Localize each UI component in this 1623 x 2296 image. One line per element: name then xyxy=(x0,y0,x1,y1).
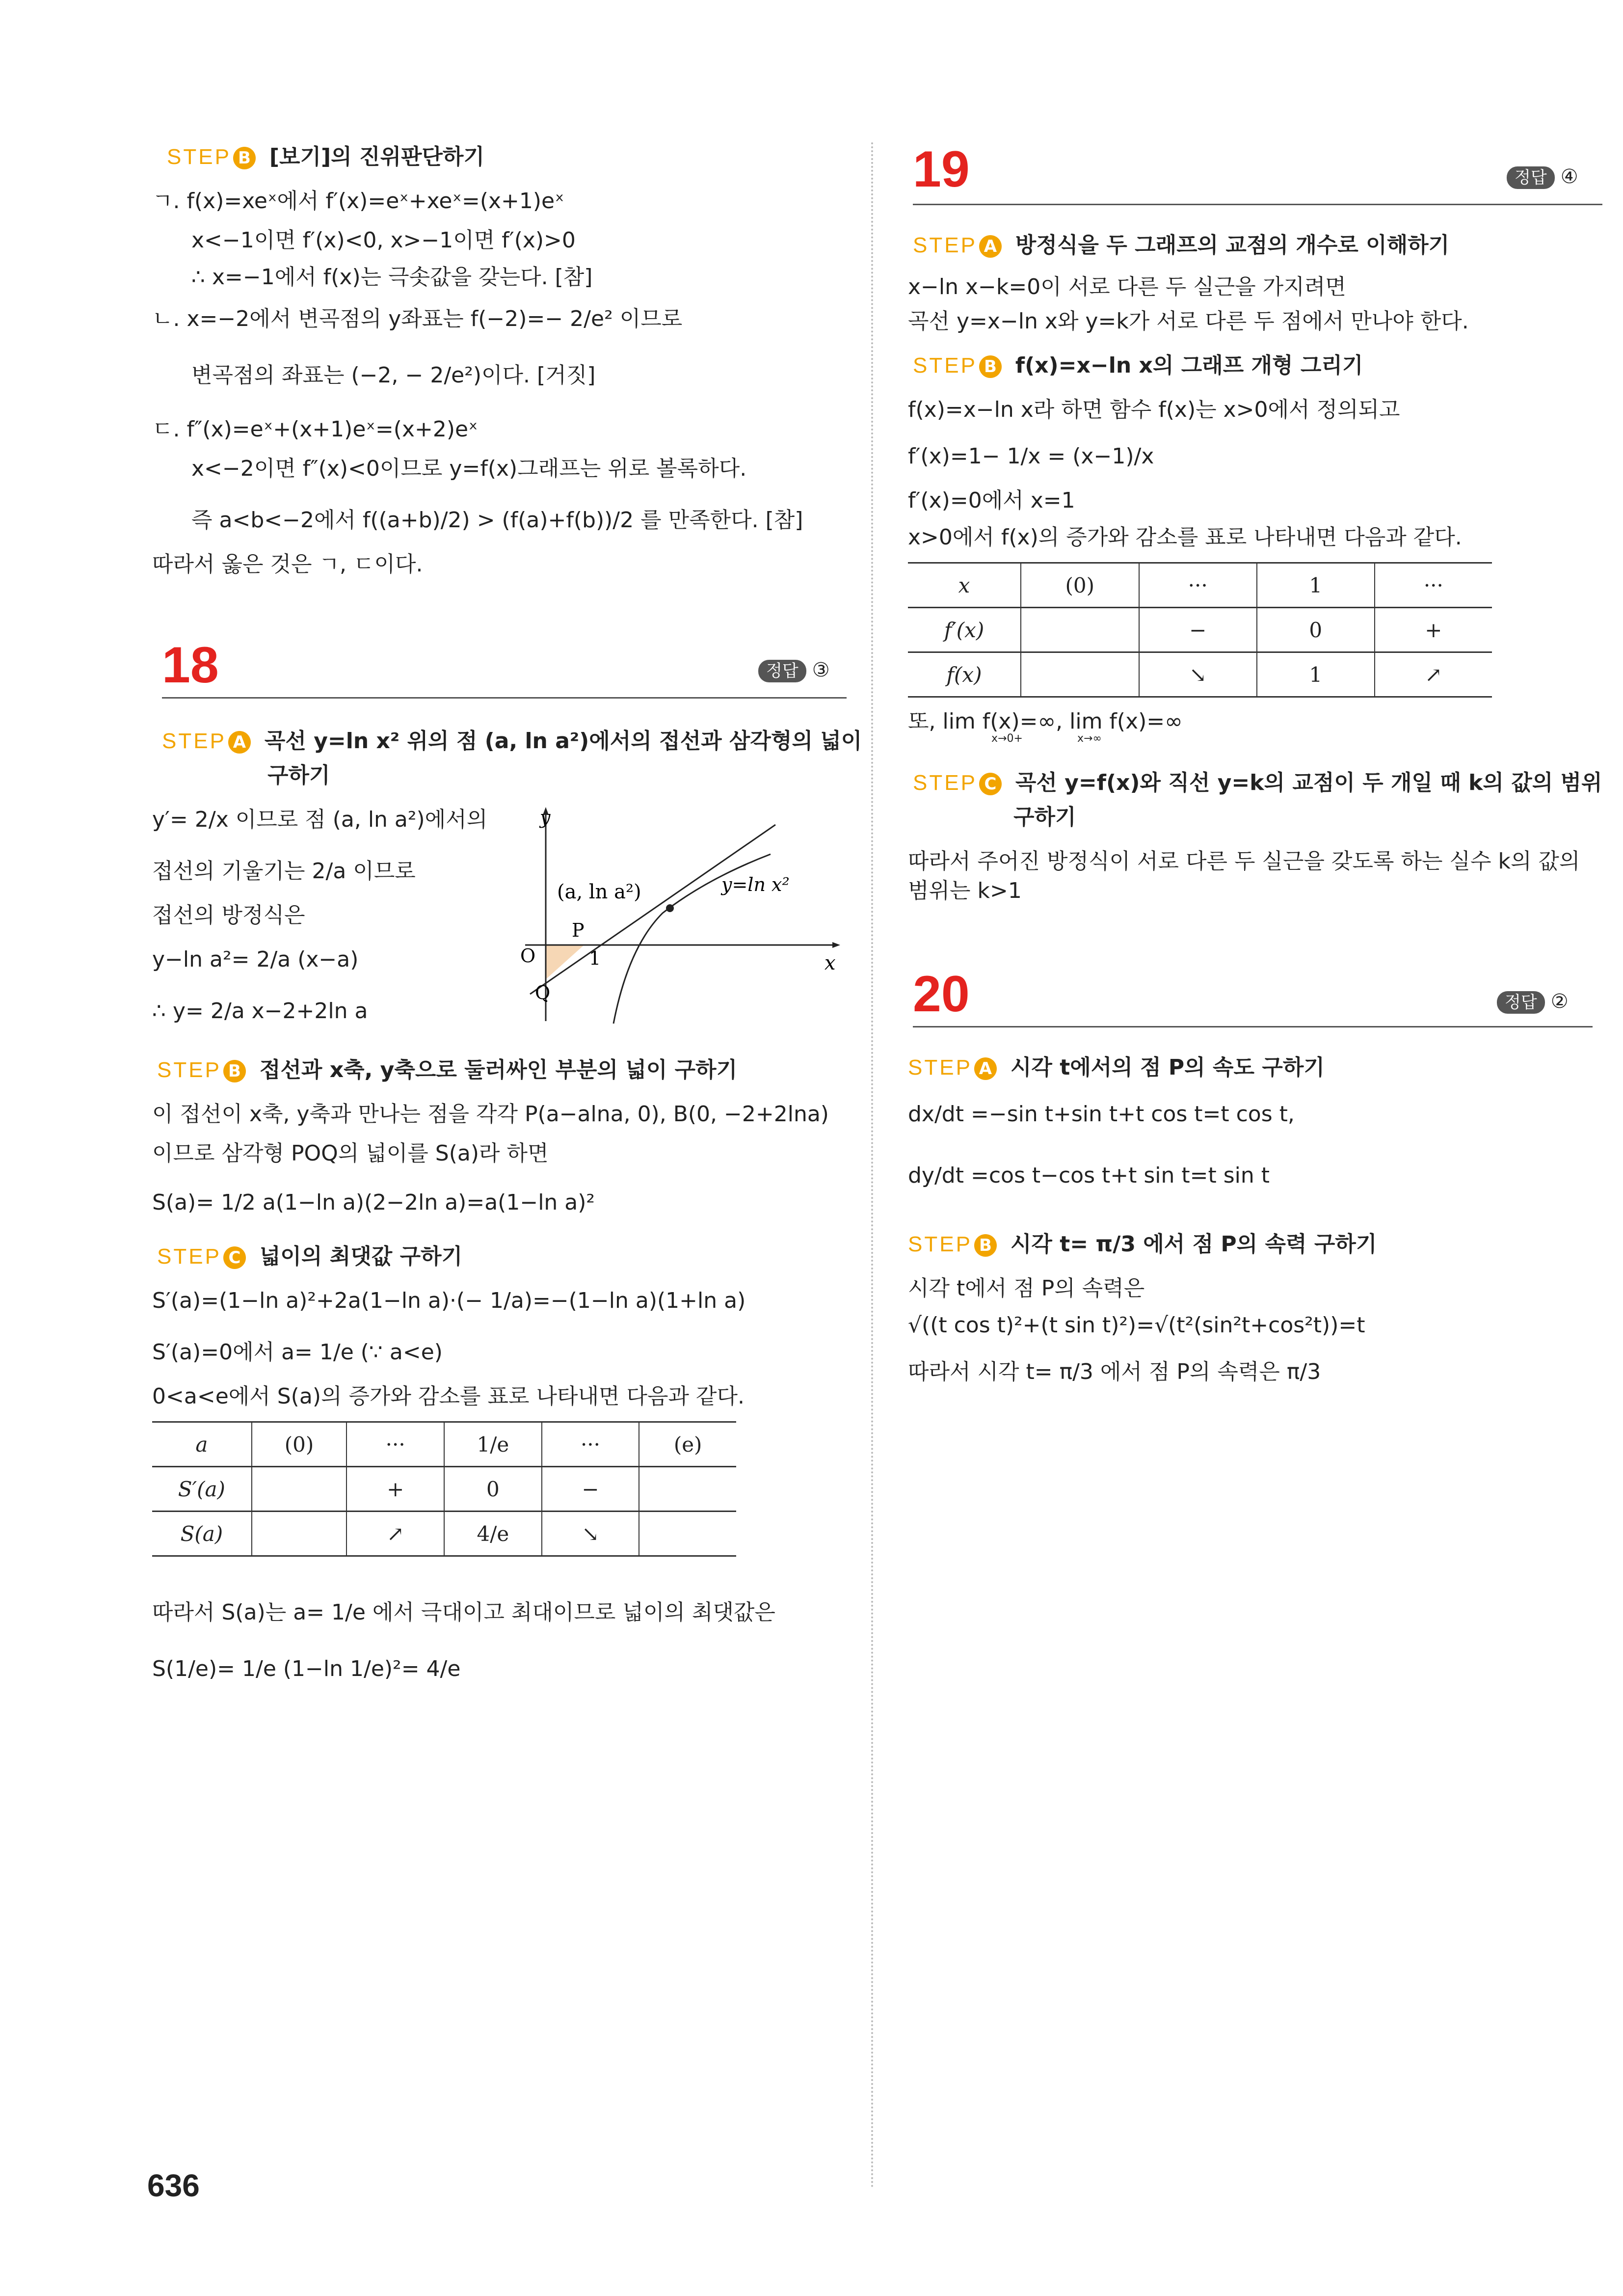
y-axis-label: y xyxy=(540,807,551,828)
step-c-18: STEP C 넓이의 최댓값 구하기 xyxy=(157,1244,463,1269)
limit-sub-0: x→0+ xyxy=(991,732,1023,745)
step-title: [보기]의 진위판단하기 xyxy=(269,144,484,169)
text-line: ∴ x=−1에서 f(x)는 극솟값을 갖는다. [참] xyxy=(191,265,593,290)
text-line: dy/dt =cos t−cos t+t sin t=t sin t xyxy=(908,1163,1270,1188)
step-title: 접선과 x축, y축으로 둘러싸인 부분의 넓이 구하기 xyxy=(259,1057,738,1082)
tangent-line xyxy=(530,825,775,994)
step-title: 곡선 y=ln x² 위의 점 (a, ln a²)에서의 접선과 삼각형의 넓이 xyxy=(264,729,862,754)
text-line: 변곡점의 좌표는 (−2, − 2/e²)이다. [거짓] xyxy=(191,363,596,388)
p-label: P xyxy=(572,919,585,941)
step-b-20: STEP B 시각 t= π/3 에서 점 P의 속력 구하기 xyxy=(908,1232,1377,1257)
table-row: x (0) ··· 1 ··· xyxy=(908,563,1492,608)
table-18 xyxy=(152,1421,736,1557)
step-b-18: STEP B 접선과 x축, y축으로 둘러싸인 부분의 넓이 구하기 xyxy=(157,1057,738,1082)
text-line: f′(x)=1− 1/x = (x−1)/x xyxy=(908,444,1154,469)
triangle-poq xyxy=(546,945,584,979)
one-label: 1 xyxy=(589,947,601,969)
text-line: S(a)= 1/2 a(1−ln a)(2−2ln a)=a(1−ln a)² xyxy=(152,1190,595,1215)
text-line: x−ln x−k=0이 서로 다른 두 실근을 가지려면 xyxy=(908,274,1346,299)
step-badge: B xyxy=(979,355,1002,378)
text-line: x>0에서 f(x)의 증가와 감소를 표로 나타내면 다음과 같다. xyxy=(908,525,1462,550)
step-a-19: STEP A 방정식을 두 그래프의 교점의 개수로 이해하기 xyxy=(913,233,1450,258)
step-title: 방정식을 두 그래프의 교점의 개수로 이해하기 xyxy=(1015,233,1450,258)
step-title: 곡선 y=f(x)와 직선 y=k의 교점이 두 개일 때 k의 값의 범위 xyxy=(1015,770,1602,795)
column-divider xyxy=(871,142,873,2189)
text-line: f(x)=x−ln x라 하면 함수 f(x)는 x>0에서 정의되고 xyxy=(908,397,1400,422)
question-rule xyxy=(913,1026,1593,1027)
text-line: ㄷ. f″(x)=eˣ+(x+1)eˣ=(x+2)eˣ xyxy=(152,417,478,442)
point-label: (a, ln a²) xyxy=(557,881,641,903)
text-line: S′(a)=(1−ln a)²+2a(1−ln a)·(− 1/a)=−(1−ln a)(1+ln a) xyxy=(152,1288,746,1313)
tangent-point xyxy=(666,904,674,912)
limit-sub-1: x→∞ xyxy=(1077,732,1102,745)
step-badge: B xyxy=(233,147,256,169)
text-line: 시각 t에서 점 P의 속력은 xyxy=(908,1276,1145,1301)
text-line: 접선의 방정식은 xyxy=(152,903,305,928)
text-line: dx/dt =−sin t+sin t+t cos t=t cos t, xyxy=(908,1102,1295,1127)
answer-badge-18: 정답 ③ xyxy=(758,658,830,682)
text-line: S′(a)=0에서 a= 1/e (∵ a<e) xyxy=(152,1340,443,1365)
text-line: 접선의 기울기는 2/a 이므로 xyxy=(152,859,416,884)
text-line: 따라서 S(a)는 a= 1/e 에서 극대이고 최대이므로 넓이의 최댓값은 xyxy=(152,1600,775,1625)
step-title: 시각 t에서의 점 P의 속도 구하기 xyxy=(1010,1055,1325,1080)
question-rule xyxy=(162,697,847,699)
step-badge: A xyxy=(228,731,251,754)
step-badge: B xyxy=(974,1234,997,1257)
text-line: f′(x)=0에서 x=1 xyxy=(908,488,1075,513)
question-number-20: 20 xyxy=(913,966,970,1023)
step-title: 시각 t= π/3 에서 점 P의 속력 구하기 xyxy=(1010,1232,1377,1257)
step-badge: C xyxy=(223,1246,246,1269)
table-row: a (0) ··· 1/e ··· (e) xyxy=(152,1422,736,1467)
text-line: x<−1이면 f′(x)<0, x>−1이면 f′(x)>0 xyxy=(191,228,576,253)
table-row: S′(a) + 0 − xyxy=(152,1467,736,1512)
text-line: ∴ y= 2/a x−2+2ln a xyxy=(152,999,368,1024)
step-c-19-cont: 구하기 xyxy=(1013,805,1076,830)
text-line: 곡선 y=x−ln x와 y=k가 서로 다른 두 점에서 만나야 한다. xyxy=(908,309,1469,334)
text-line: y′= 2/x 이므로 점 (a, ln a²)에서의 xyxy=(152,807,488,832)
table-row: f′(x) − 0 + xyxy=(908,608,1492,652)
step-badge: A xyxy=(974,1057,997,1080)
step-b-19: STEP B f(x)=x−ln x의 그래프 개형 그리기 xyxy=(913,353,1363,378)
answer-badge-20: 정답 ② xyxy=(1497,989,1569,1014)
answer-badge-19: 정답 ④ xyxy=(1507,164,1578,189)
step-badge: A xyxy=(979,235,1002,258)
text-line: 이므로 삼각형 POQ의 넓이를 S(a)라 하면 xyxy=(152,1141,549,1166)
question-number-19: 19 xyxy=(913,141,970,198)
q-label: Q xyxy=(535,982,551,1003)
x-axis-label: x xyxy=(825,952,836,974)
step-a-18-cont: 구하기 xyxy=(267,763,330,788)
step-badge: B xyxy=(223,1060,246,1082)
tangent-graph xyxy=(510,800,844,1026)
curve-label: y=ln x² xyxy=(721,874,790,895)
origin-label: O xyxy=(520,945,536,967)
text-line: 따라서 옳은 것은 ㄱ, ㄷ이다. xyxy=(152,552,423,577)
text-line: 따라서 시각 t= π/3 에서 점 P의 속력은 π/3 xyxy=(908,1359,1321,1384)
step-title: 넓이의 최댓값 구하기 xyxy=(259,1244,463,1269)
text-line: ㄴ. x=−2에서 변곡점의 y좌표는 f(−2)=− 2/e² 이므로 xyxy=(152,306,683,331)
text-line: 또, lim f(x)=∞, lim f(x)=∞ xyxy=(908,709,1183,734)
text-line: 이 접선이 x축, y축과 만나는 점을 각각 P(a−alna, 0), B(0, −2+2lna) xyxy=(152,1102,829,1127)
text-line: 0<a<e에서 S(a)의 증가와 감소를 표로 나타내면 다음과 같다. xyxy=(152,1384,745,1409)
text-line: 따라서 주어진 방정식이 서로 다른 두 실근을 갖도록 하는 실수 k의 값의 xyxy=(908,849,1580,874)
step-a-20: STEP A 시각 t에서의 점 P의 속도 구하기 xyxy=(908,1055,1325,1080)
step-a-18: STEP A 곡선 y=ln x² 위의 점 (a, ln a²)에서의 접선과 삼각형의 넓이 xyxy=(162,729,862,754)
question-rule xyxy=(913,204,1602,205)
table-19 xyxy=(908,562,1492,698)
text-line: 범위는 k>1 xyxy=(908,878,1022,903)
step-b-17: STEP B [보기]의 진위판단하기 xyxy=(167,144,484,169)
page-number: 636 xyxy=(147,2168,200,2203)
text-line: S(1/e)= 1/e (1−ln 1/e)²= 4/e xyxy=(152,1656,461,1681)
question-number-18: 18 xyxy=(162,637,219,694)
table-row: S(a) ↗ 4/e ↘ xyxy=(152,1512,736,1556)
step-title: f(x)=x−ln x의 그래프 개형 그리기 xyxy=(1015,353,1363,378)
step-badge: C xyxy=(979,773,1002,795)
text-line: ㄱ. f(x)=xeˣ에서 f′(x)=eˣ+xeˣ=(x+1)eˣ xyxy=(152,189,564,214)
text-line: 즉 a<b<−2에서 f((a+b)/2) > (f(a)+f(b))/2 를 만족한다. [참] xyxy=(191,508,803,533)
step-c-19: STEP C 곡선 y=f(x)와 직선 y=k의 교점이 두 개일 때 k의 값의 범위 xyxy=(913,770,1602,795)
table-row: f(x) ↘ 1 ↗ xyxy=(908,652,1492,697)
text-line: √((t cos t)²+(t sin t)²)=√(t²(sin²t+cos²t))=t xyxy=(908,1313,1365,1338)
text-line: y−ln a²= 2/a (x−a) xyxy=(152,947,359,972)
text-line: x<−2이면 f″(x)<0이므로 y=f(x)그래프는 위로 볼록하다. xyxy=(191,456,747,481)
